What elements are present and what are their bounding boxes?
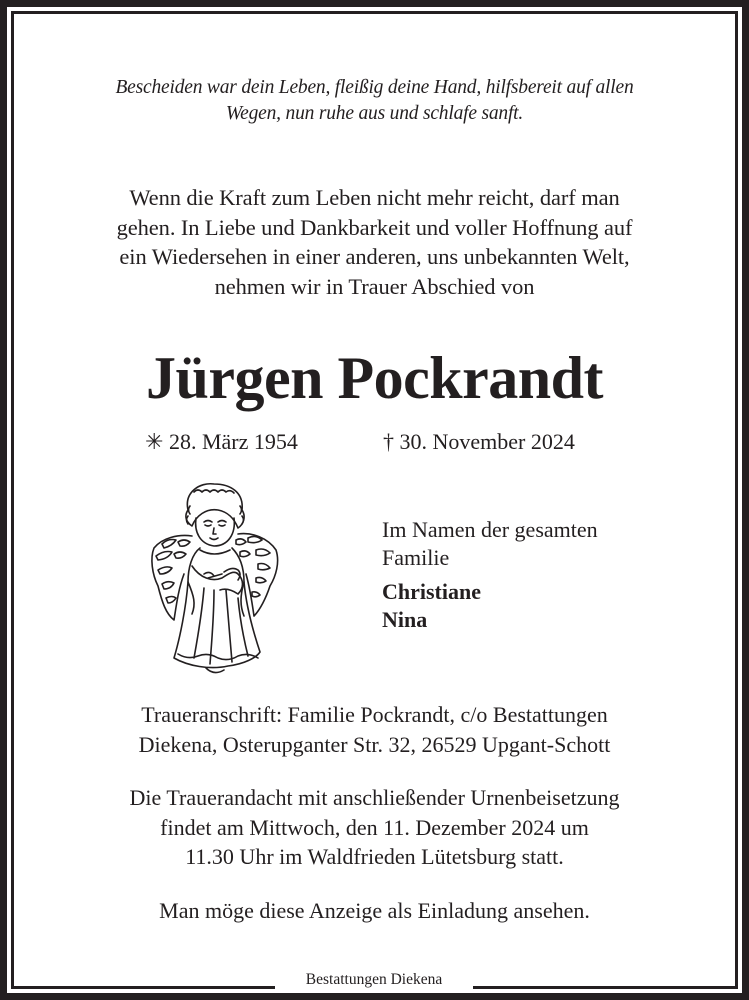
intro-line: gehen. In Liebe und Dankbarkeit und voller Hoffnung auf <box>116 214 633 240</box>
life-dates <box>0 427 749 457</box>
funeral-home-label: Bestattungen Diekena <box>275 969 473 991</box>
mourning-address <box>0 700 749 759</box>
ceremony-line: findet am Mittwoch, den 11. Dezember 2024 um <box>160 814 589 840</box>
family-signature <box>382 516 598 634</box>
motto-line: Wegen, nun ruhe aus und schlafe sanft. <box>225 103 524 124</box>
intro-line: ein Wiedersehen in einer anderen, uns unbekannten Welt, <box>119 244 630 269</box>
angel-illustration-icon <box>148 478 283 678</box>
cross-icon: † <box>383 429 394 454</box>
signatory-name: Christiane <box>382 579 481 604</box>
family-line: Im Namen der gesamten <box>382 517 598 542</box>
signatory-name: Nina <box>382 607 428 632</box>
intro-line: nehmen wir in Trauer Abschied von <box>214 273 535 299</box>
death-date <box>383 427 575 457</box>
family-line: Familie <box>382 545 450 570</box>
birth-date <box>145 427 298 457</box>
birth-star-icon: ✳ <box>145 429 164 454</box>
motto-line: Bescheiden war dein Leben, fleißig deine Hand, hilfsbereit auf allen <box>115 77 634 98</box>
birth-date-text: 28. März 1954 <box>168 429 298 454</box>
intro-text <box>0 183 749 301</box>
intro-line: Wenn die Kraft zum Leben nicht mehr reicht, darf man <box>129 185 620 210</box>
invitation-note: Man möge diese Anzeige als Einladung ansehen. <box>159 898 590 923</box>
ceremony-info <box>0 783 749 872</box>
address-line: Diekena, Osterupganter Str. 32, 26529 Upgant-Schott <box>138 731 611 757</box>
ceremony-line: Die Trauerandacht mit anschließender Urnenbeisetzung <box>129 785 620 810</box>
deceased-name: Jürgen Pockrandt <box>146 345 603 411</box>
motto-quote <box>0 75 749 127</box>
address-line: Traueranschrift: Familie Pockrandt, c/o Bestattungen <box>141 702 608 727</box>
ceremony-line: 11.30 Uhr im Waldfrieden Lütetsburg statt. <box>185 844 564 869</box>
death-date-text: 30. November 2024 <box>399 429 575 454</box>
